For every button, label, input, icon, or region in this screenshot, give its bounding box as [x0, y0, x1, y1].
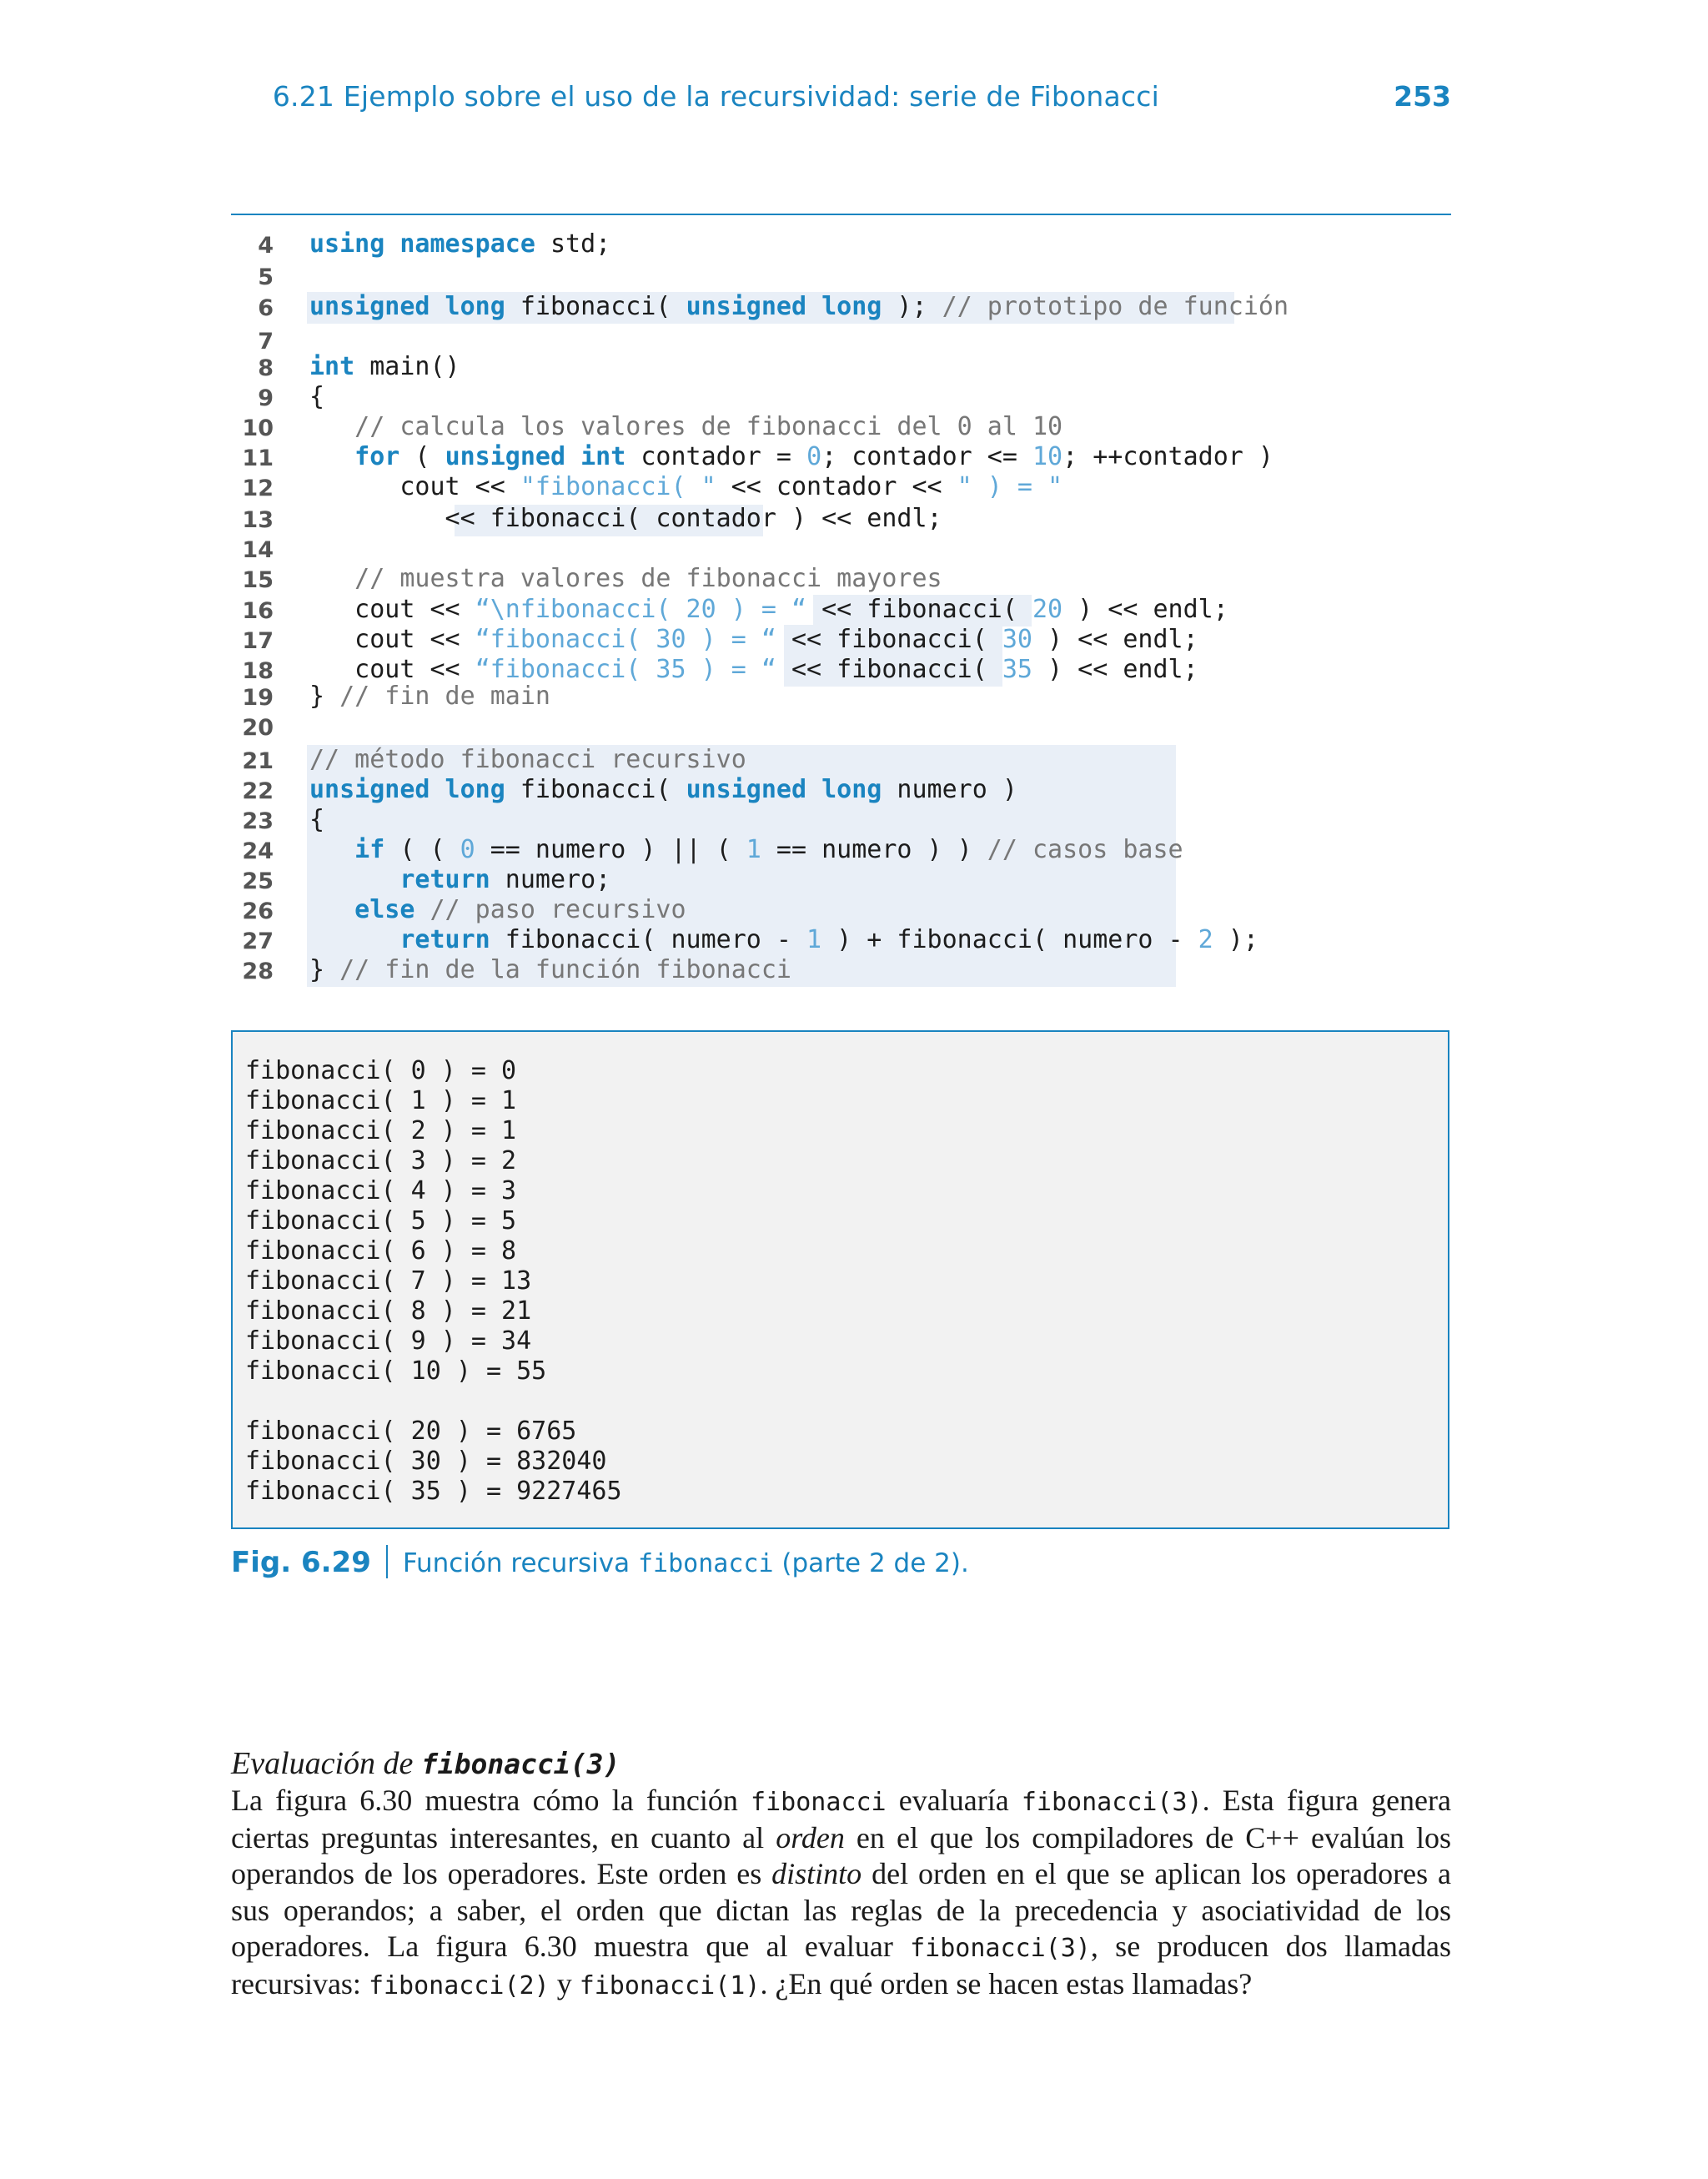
code-line — [309, 745, 746, 774]
code-token: contador = — [625, 442, 807, 471]
code-token: << fibonacci( — [806, 595, 1032, 624]
line-number: 21 — [242, 748, 274, 774]
code-line — [309, 352, 460, 381]
line-number: 19 — [242, 685, 274, 711]
line-number: 15 — [242, 567, 274, 593]
code-token: numero ) — [882, 775, 1017, 804]
section-heading-text: Evaluación de — [231, 1746, 421, 1781]
code-token: if — [309, 835, 385, 864]
caption-text-before: Función recursiva — [402, 1548, 638, 1578]
line-number: 6 — [258, 295, 274, 321]
code-token: << contador << — [716, 472, 957, 501]
code-line — [309, 955, 791, 984]
output-line: fibonacci( 4 ) = 3 — [245, 1176, 517, 1205]
code-token: fibonacci( — [505, 775, 686, 804]
code-line — [309, 412, 1062, 441]
code-line — [309, 595, 1228, 624]
paragraph-text: . Esta figura genera ciertas preguntas interesantes, en cuanto al — [231, 1784, 1451, 1855]
paragraph-text: . ¿En qué orden se hacen estas llamadas? — [760, 1967, 1253, 2001]
output-line: fibonacci( 10 ) = 55 — [245, 1356, 547, 1386]
output-line: fibonacci( 9 ) = 34 — [245, 1326, 532, 1356]
code-token: // método fibonacci recursivo — [309, 745, 746, 774]
code-token: 1 — [806, 925, 822, 954]
line-number: 17 — [242, 628, 274, 654]
output-line: fibonacci( 30 ) = 832040 — [245, 1447, 607, 1476]
code-token: ) << endl; — [1032, 625, 1198, 654]
line-number: 11 — [242, 445, 274, 471]
line-number: 20 — [242, 715, 274, 741]
program-output — [231, 1030, 1449, 1529]
code-token: ( ( — [384, 835, 460, 864]
code-token: using namespace — [309, 229, 535, 259]
code-token: unsigned long — [309, 775, 505, 804]
output-line: fibonacci( 35 ) = 9227465 — [245, 1477, 622, 1506]
code-token: "fibonacci( " — [520, 472, 716, 501]
code-token: unsigned long — [686, 775, 882, 804]
code-token: " ) = " — [957, 472, 1063, 501]
output-line: fibonacci( 2 ) = 1 — [245, 1116, 517, 1145]
output-line: fibonacci( 7 ) = 13 — [245, 1266, 532, 1296]
line-number: 13 — [242, 507, 274, 533]
inline-code: fibonacci(2) — [368, 1971, 550, 2001]
code-token: “fibonacci( 35 ) = “ — [475, 655, 776, 684]
code-token: cout << — [309, 472, 520, 501]
code-token: << fibonacci( — [776, 655, 1002, 684]
output-line: fibonacci( 3 ) = 2 — [245, 1146, 517, 1175]
code-token: fibonacci( numero - — [490, 925, 807, 954]
code-token: cout << — [309, 655, 475, 684]
code-token: ); — [1213, 925, 1258, 954]
section-heading — [231, 1745, 620, 1782]
output-line: fibonacci( 1 ) = 1 — [245, 1086, 517, 1115]
code-line — [309, 835, 1183, 864]
paragraph-text: evaluaría — [886, 1784, 1022, 1817]
code-listing — [0, 0, 1708, 1001]
code-token: 20 — [1032, 595, 1063, 624]
code-token: 0 — [806, 442, 822, 471]
line-number: 26 — [242, 898, 274, 924]
code-token: 0 — [460, 835, 475, 864]
code-line — [309, 382, 324, 411]
inline-code: fibonacci(3) — [1021, 1788, 1203, 1817]
code-token: “\nfibonacci( 20 ) = “ — [475, 595, 807, 624]
code-token: ) << endl; — [1062, 595, 1228, 624]
code-token: main() — [354, 352, 460, 381]
code-token: cout << — [309, 625, 475, 654]
inline-code: fibonacci — [751, 1788, 887, 1817]
code-token: else — [309, 895, 415, 924]
code-token: ) + fibonacci( numero - — [821, 925, 1198, 954]
code-token: { — [309, 805, 325, 834]
paragraph-text: orden — [776, 1821, 845, 1855]
line-number: 4 — [258, 233, 274, 259]
line-number: 14 — [242, 537, 274, 563]
code-token: return — [309, 925, 490, 954]
line-number: 16 — [242, 598, 274, 624]
output-line: fibonacci( 20 ) = 6765 — [245, 1417, 577, 1446]
inline-code: fibonacci(1) — [579, 1971, 761, 2001]
body-paragraph — [231, 1783, 1451, 2004]
line-number: 22 — [242, 778, 274, 804]
code-line — [309, 655, 1198, 684]
code-line — [309, 865, 610, 894]
code-line — [309, 504, 942, 533]
figure-caption — [231, 1545, 969, 1587]
inline-code: fibonacci(3) — [910, 1933, 1091, 1963]
code-token: == numero ) ) — [761, 835, 987, 864]
code-token: // muestra valores de fibonacci mayores — [309, 564, 942, 593]
code-line — [309, 472, 1062, 501]
code-token: 10 — [1032, 442, 1063, 471]
code-token: } — [309, 682, 340, 711]
code-token: unsigned long — [309, 292, 505, 321]
code-token: ( — [399, 442, 445, 471]
code-token: == numero ) || ( — [475, 835, 746, 864]
paragraph-text: del orden en el que se aplican los operadores a sus operandos; a saber, el orden que dictan las reglas de la precedencia y asociatividad de los operadores. La figura 6.30 muestra que al evaluar — [231, 1857, 1451, 1963]
code-line — [309, 925, 1258, 954]
code-token: numero; — [490, 865, 611, 894]
code-token: ) << endl; — [1032, 655, 1198, 684]
output-line: fibonacci( 8 ) = 21 — [245, 1296, 532, 1326]
line-number: 8 — [258, 355, 274, 381]
output-line: fibonacci( 0 ) = 0 — [245, 1056, 517, 1085]
line-number: 25 — [242, 868, 274, 894]
code-token: << fibonacci( — [776, 625, 1002, 654]
code-token: } — [309, 955, 340, 984]
code-token: // calcula los valores de fibonacci del 0 al 10 — [309, 412, 1063, 441]
code-line — [309, 895, 686, 924]
line-number: 18 — [242, 658, 274, 684]
code-token: int — [309, 352, 355, 381]
paragraph-text: La figura 6.30 muestra cómo la función — [231, 1784, 751, 1817]
line-number: 23 — [242, 808, 274, 834]
code-line — [309, 292, 1289, 321]
line-number: 9 — [258, 385, 274, 411]
running-header-section: 6.21 Ejemplo sobre el uso de la recursividad: serie de Fibonacci — [272, 80, 1159, 113]
code-token: return — [309, 865, 490, 894]
code-line — [309, 775, 1017, 804]
line-number: 12 — [242, 476, 274, 501]
line-number: 10 — [242, 415, 274, 441]
code-line — [309, 564, 942, 593]
code-line — [309, 625, 1198, 654]
line-number: 5 — [258, 264, 274, 290]
code-token: std; — [535, 229, 611, 259]
figure-label: Fig. 6.29 — [231, 1546, 371, 1579]
output-line: fibonacci( 5 ) = 5 — [245, 1206, 517, 1235]
code-token: fibonacci( — [505, 292, 686, 321]
code-token: 30 — [1002, 625, 1032, 654]
line-number: 28 — [242, 959, 274, 984]
code-token: “fibonacci( 30 ) = “ — [475, 625, 776, 654]
output-line: fibonacci( 6 ) = 8 — [245, 1236, 517, 1266]
code-line — [309, 442, 1273, 471]
paragraph-text: , se producen dos llamadas recursivas: — [231, 1929, 1451, 2001]
code-token: ; ++contador ) — [1062, 442, 1273, 471]
code-token: << fibonacci( contador ) << endl; — [309, 504, 942, 533]
paragraph-text: y — [549, 1967, 580, 2001]
code-token: for — [309, 442, 400, 471]
code-line — [309, 682, 550, 711]
code-token: 2 — [1198, 925, 1213, 954]
code-token: // casos base — [987, 835, 1183, 864]
code-token: 1 — [746, 835, 761, 864]
code-token: { — [309, 382, 325, 411]
code-token: unsigned int — [445, 442, 626, 471]
code-token: 35 — [1002, 655, 1032, 684]
line-number: 27 — [242, 928, 274, 954]
caption-text-after: (parte 2 de 2). — [773, 1548, 969, 1578]
code-token: ); — [882, 292, 942, 321]
section-heading-code: fibonacci(3) — [420, 1748, 620, 1780]
code-token: // paso recursivo — [414, 895, 686, 924]
paragraph-text: en el que los compiladores de C++ evalúan los operandos de los operadores. Este orden es — [231, 1821, 1451, 1891]
caption-divider — [386, 1545, 388, 1578]
page-number: 253 — [1394, 80, 1451, 113]
code-line — [309, 229, 610, 259]
code-token: unsigned long — [686, 292, 882, 321]
code-token: cout << — [309, 595, 475, 624]
code-line — [309, 805, 324, 834]
caption-code: fibonacci — [637, 1549, 774, 1578]
line-number: 7 — [258, 329, 274, 355]
line-number: 24 — [242, 838, 274, 864]
code-token: // prototipo de función — [942, 292, 1289, 321]
code-token: ; contador <= — [821, 442, 1032, 471]
paragraph-text: distinto — [771, 1857, 862, 1891]
code-token: // fin de la función fibonacci — [339, 955, 791, 984]
code-token: // fin de main — [339, 682, 550, 711]
